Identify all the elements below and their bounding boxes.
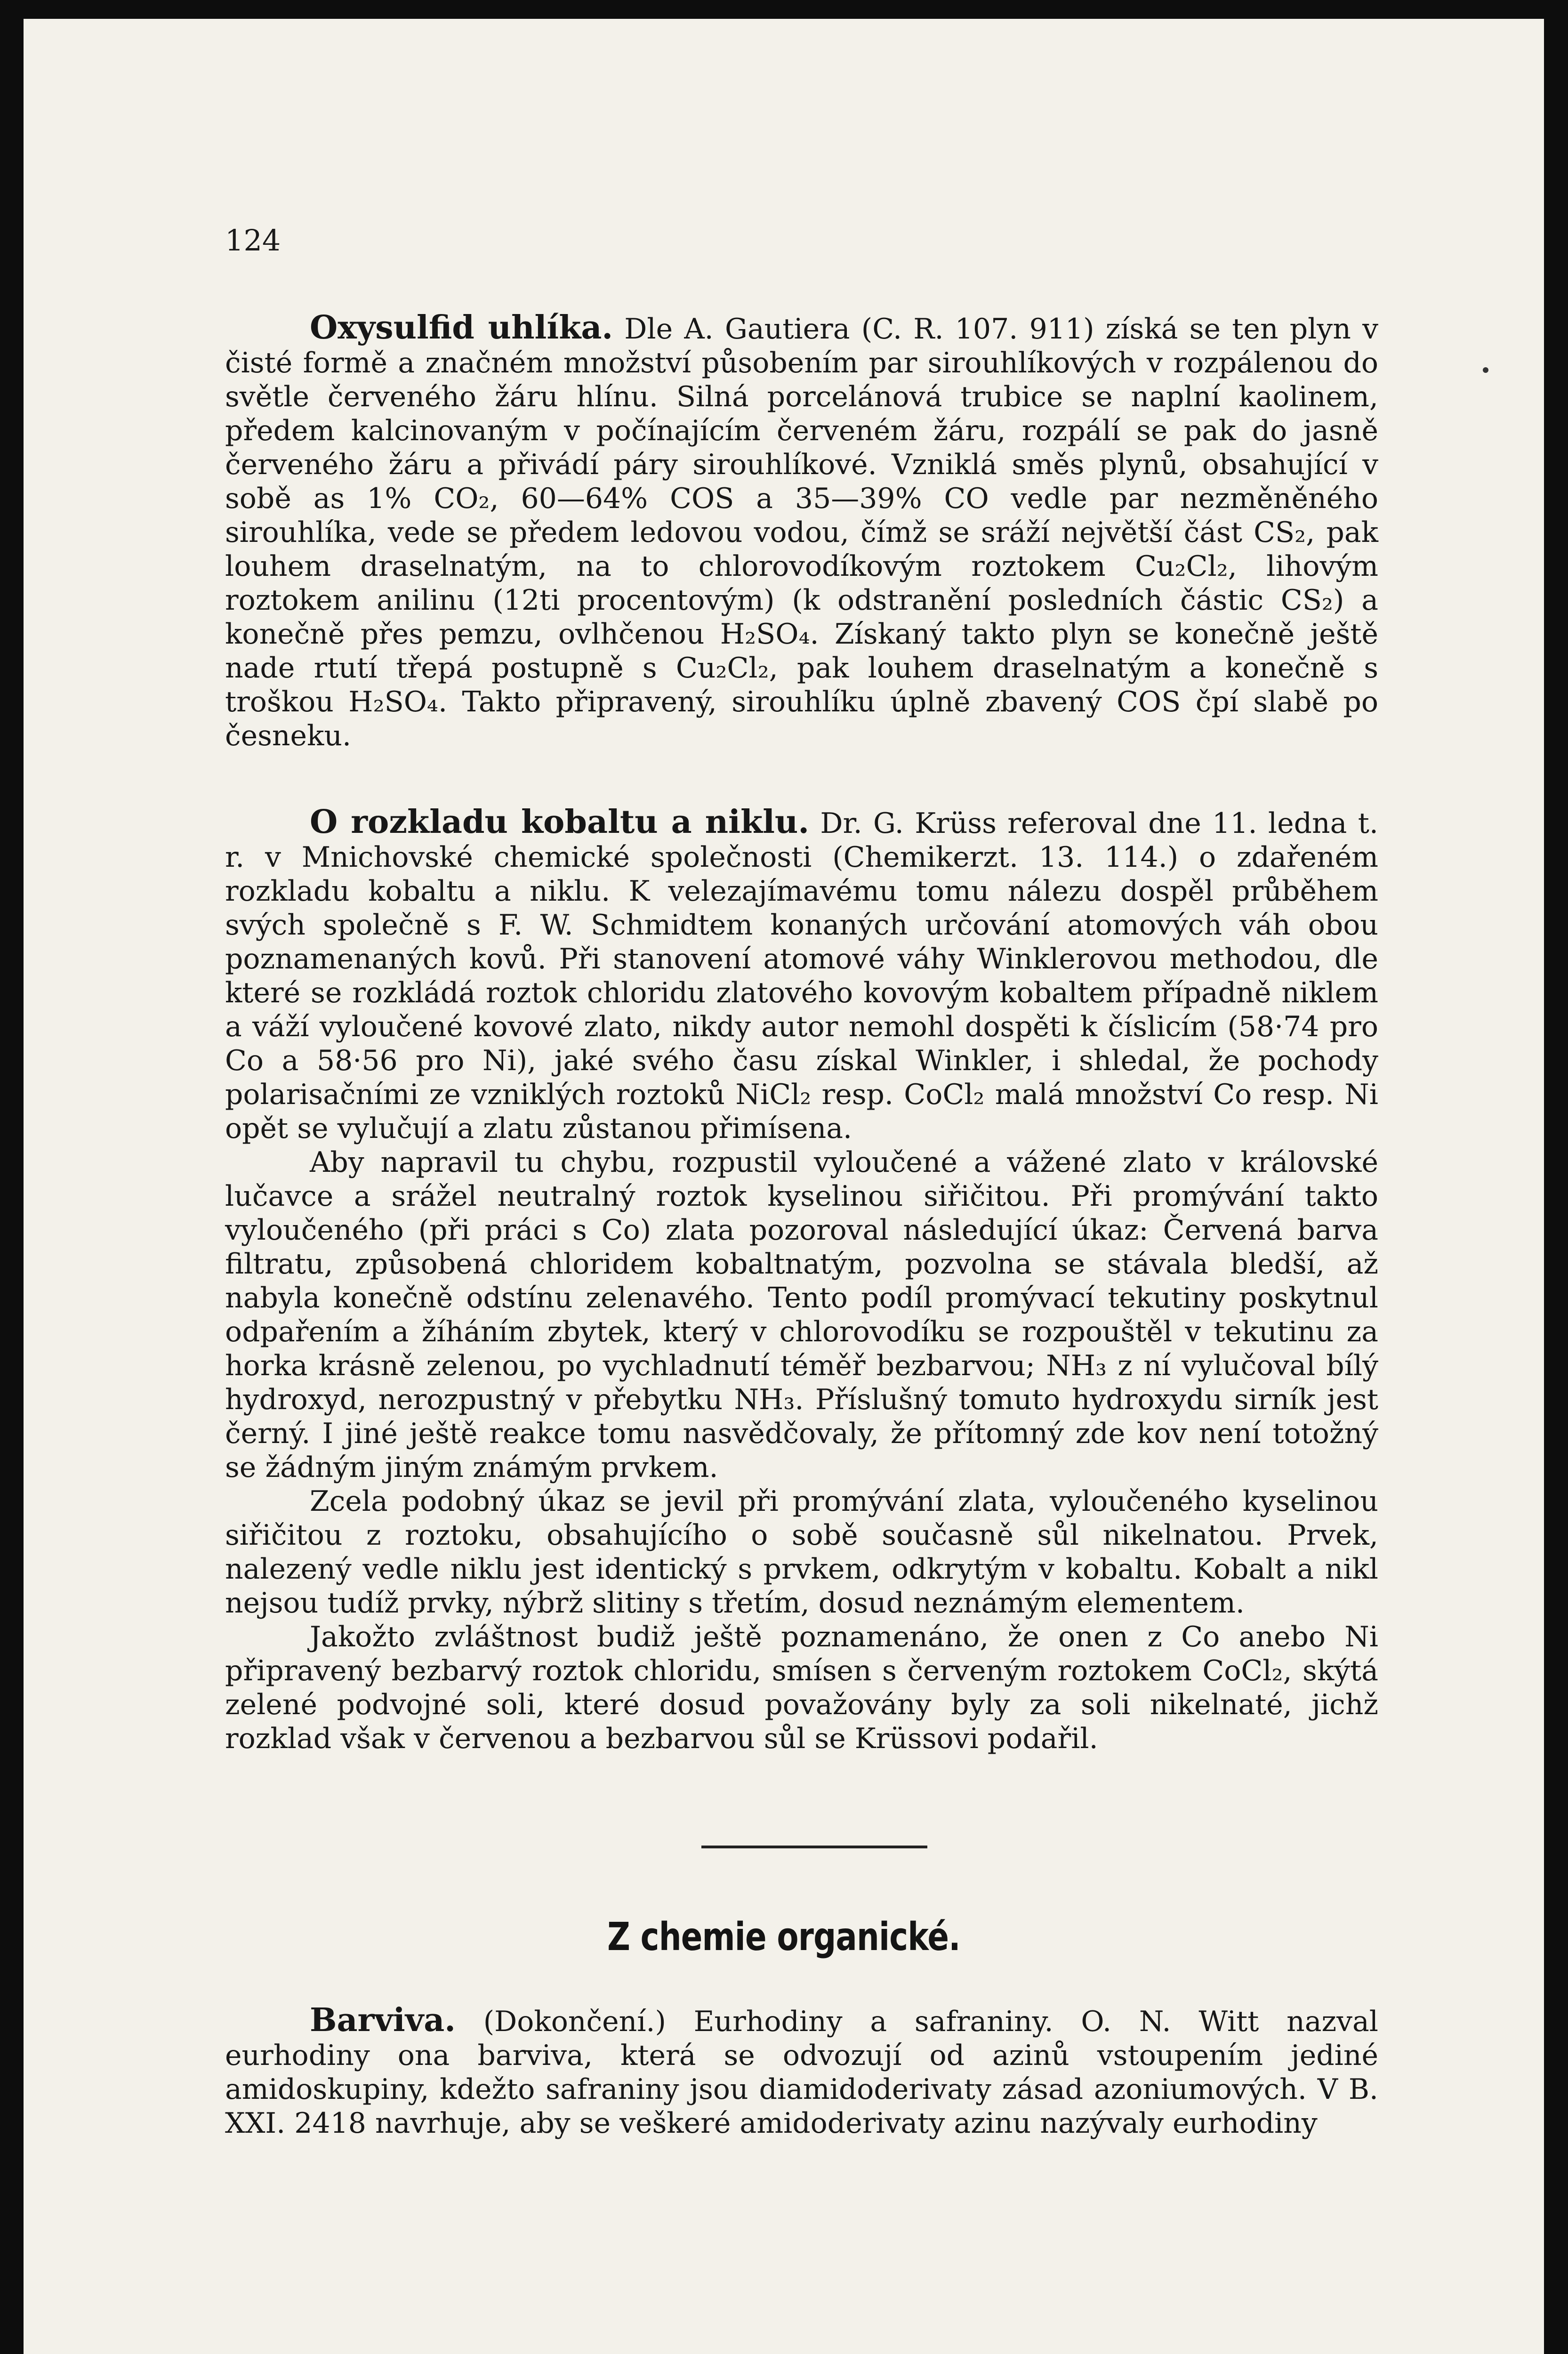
- article-barviva: [225, 2003, 1378, 2140]
- article-kobalt-nikl: [225, 805, 1378, 1756]
- article-lead: Oxysulfid uhlíka.: [310, 309, 613, 347]
- article-paragraph: Zcela podobný úkaz se jevil při promývání zlata, vyloučeného kyselinou siřičitou z roztoku, obsahujícího o sobě současně sůl nikelnatou. Prvek, nalezený vedle niklu jest identický s prvkem, odkrytým v kobaltu. Kobalt a nikl nejsou tudíž prvky, nýbrž slitiny s třetím, dosud neznámým elementem.: [225, 1485, 1378, 1620]
- article-lead: Barviva.: [310, 2001, 456, 2039]
- article-paragraph: Jakožto zvláštnost budiž ještě poznamenáno, že onen z Co anebo Ni připravený bezbarvý roztok chloridu, smísen s červeným roztokem CoCl₂, skýtá zelené podvojné soli, které dosud považovány byly za soli nikelnaté, jichž rozklad však v červenou a bezbarvou sůl se Krüssovi podařil.: [225, 1620, 1378, 1755]
- book-page: [24, 19, 1544, 2354]
- article-body: Dle A. Gautiera (C. R. 107. 911) získá se ten plyn v čisté formě a značném množství působením par sirouhlíkových v rozpálenou do světle červeného žáru hlínu. Silná porcelánová trubice se naplní kaolinem, předem kalcinovaným v počínajícím červeném žáru, rozpálí se pak do jasně červeného žáru a přivádí páry sirouhlíkové. Vzniklá směs plynů, obsahující v sobě as 1% CO₂, 60—64% COS a 35—39% CO vedle par nezměněného sirouhlíka, vede se předem ledovou vodou, čímž se sráží největší část CS₂, pak louhem draselnatým, na to chlorovodíkovým roztokem Cu₂Cl₂, lihovým roztokem anilinu (12ti procentovým) (k odstranění posledních částic CS₂) a konečně přes pemzu, ovlhčenou H₂SO₄. Získaný takto plyn se konečně ještě nade rtutí třepá postupně s Cu₂Cl₂, pak louhem draselnatým a konečně s troškou H₂SO₄. Takto připravený, sirouhlíku úplně zbavený COS čpí slabě po česneku.: [225, 313, 1378, 752]
- article-lead: O rozkladu kobaltu a niklu.: [310, 803, 810, 841]
- article-body: (Dokončení.) Eurhodiny a safraniny. O. N. Witt nazval eurhodiny ona barviva, která se odvozují od azinů vstoupením jediné amidoskupiny, kdežto safraniny jsou diamidoderivaty zásad azoniumových. V B. XXI. 2418 navrhuje, aby se veškeré amidoderivaty azinu nazývaly eurhodiny: [225, 2005, 1378, 2140]
- page-number: 124: [225, 223, 281, 258]
- article-oxysulfid: [225, 311, 1378, 753]
- margin-dot: [1483, 367, 1488, 373]
- article-paragraph: Aby napravil tu chybu, rozpustil vyloučené a vážené zlato v královské lučavce a srážel neutralný roztok kyselinou siřičitou. Při promývání takto vyloučeného (při práci s Co) zlata pozoroval následující úkaz: Červená barva filtratu, způsobená chloridem kobaltnatým, pozvolna se stávala bledší, až nabyla konečně odstínu zelenavého. Tento podíl promývací tekutiny poskytnul odpařením a žíháním zbytek, který v chlorovodíku se rozpouštěl v tekutinu za horka krásně zelenou, po vychladnutí téměř bezbarvou; NH₃ z ní vylučoval bílý hydroxyd, nerozpustný v přebytku NH₃. Příslušný tomuto hydroxydu sirník jest černý. I jiné ještě reakce tomu nasvědčovaly, že přítomný zde kov není totožný se žádným jiným známým prvkem.: [225, 1146, 1378, 1484]
- section-heading: Z chemie organické.: [607, 1915, 960, 1959]
- article-paragraph: Dr. G. Krüss referoval dne 11. ledna t. r. v Mnichovské chemické společnosti (Chemikerzt. 13. 114.) o zdařeném rozkladu kobaltu a niklu. K velezajímavému tomu nálezu dospěl průběhem svých společně s F. W. Schmidtem konaných určování atomových váh obou poznamenaných kovů. Při stanovení atomové váhy Winklerovou methodou, dle které se rozkládá roztok chloridu zlatového kovovým kobaltem případně niklem a váží vyloučené kovové zlato, nikdy autor nemohl dospěti k číslicím (58·74 pro Co a 58·56 pro Ni), jaké svého času získal Winkler, i shledal, že pochody polarisačními ze vzniklých roztoků NiCl₂ resp. CoCl₂ malá množství Co resp. Ni opět se vylučují a zlatu zůstanou přimísena.: [225, 807, 1378, 1145]
- section-divider: [701, 1846, 927, 1848]
